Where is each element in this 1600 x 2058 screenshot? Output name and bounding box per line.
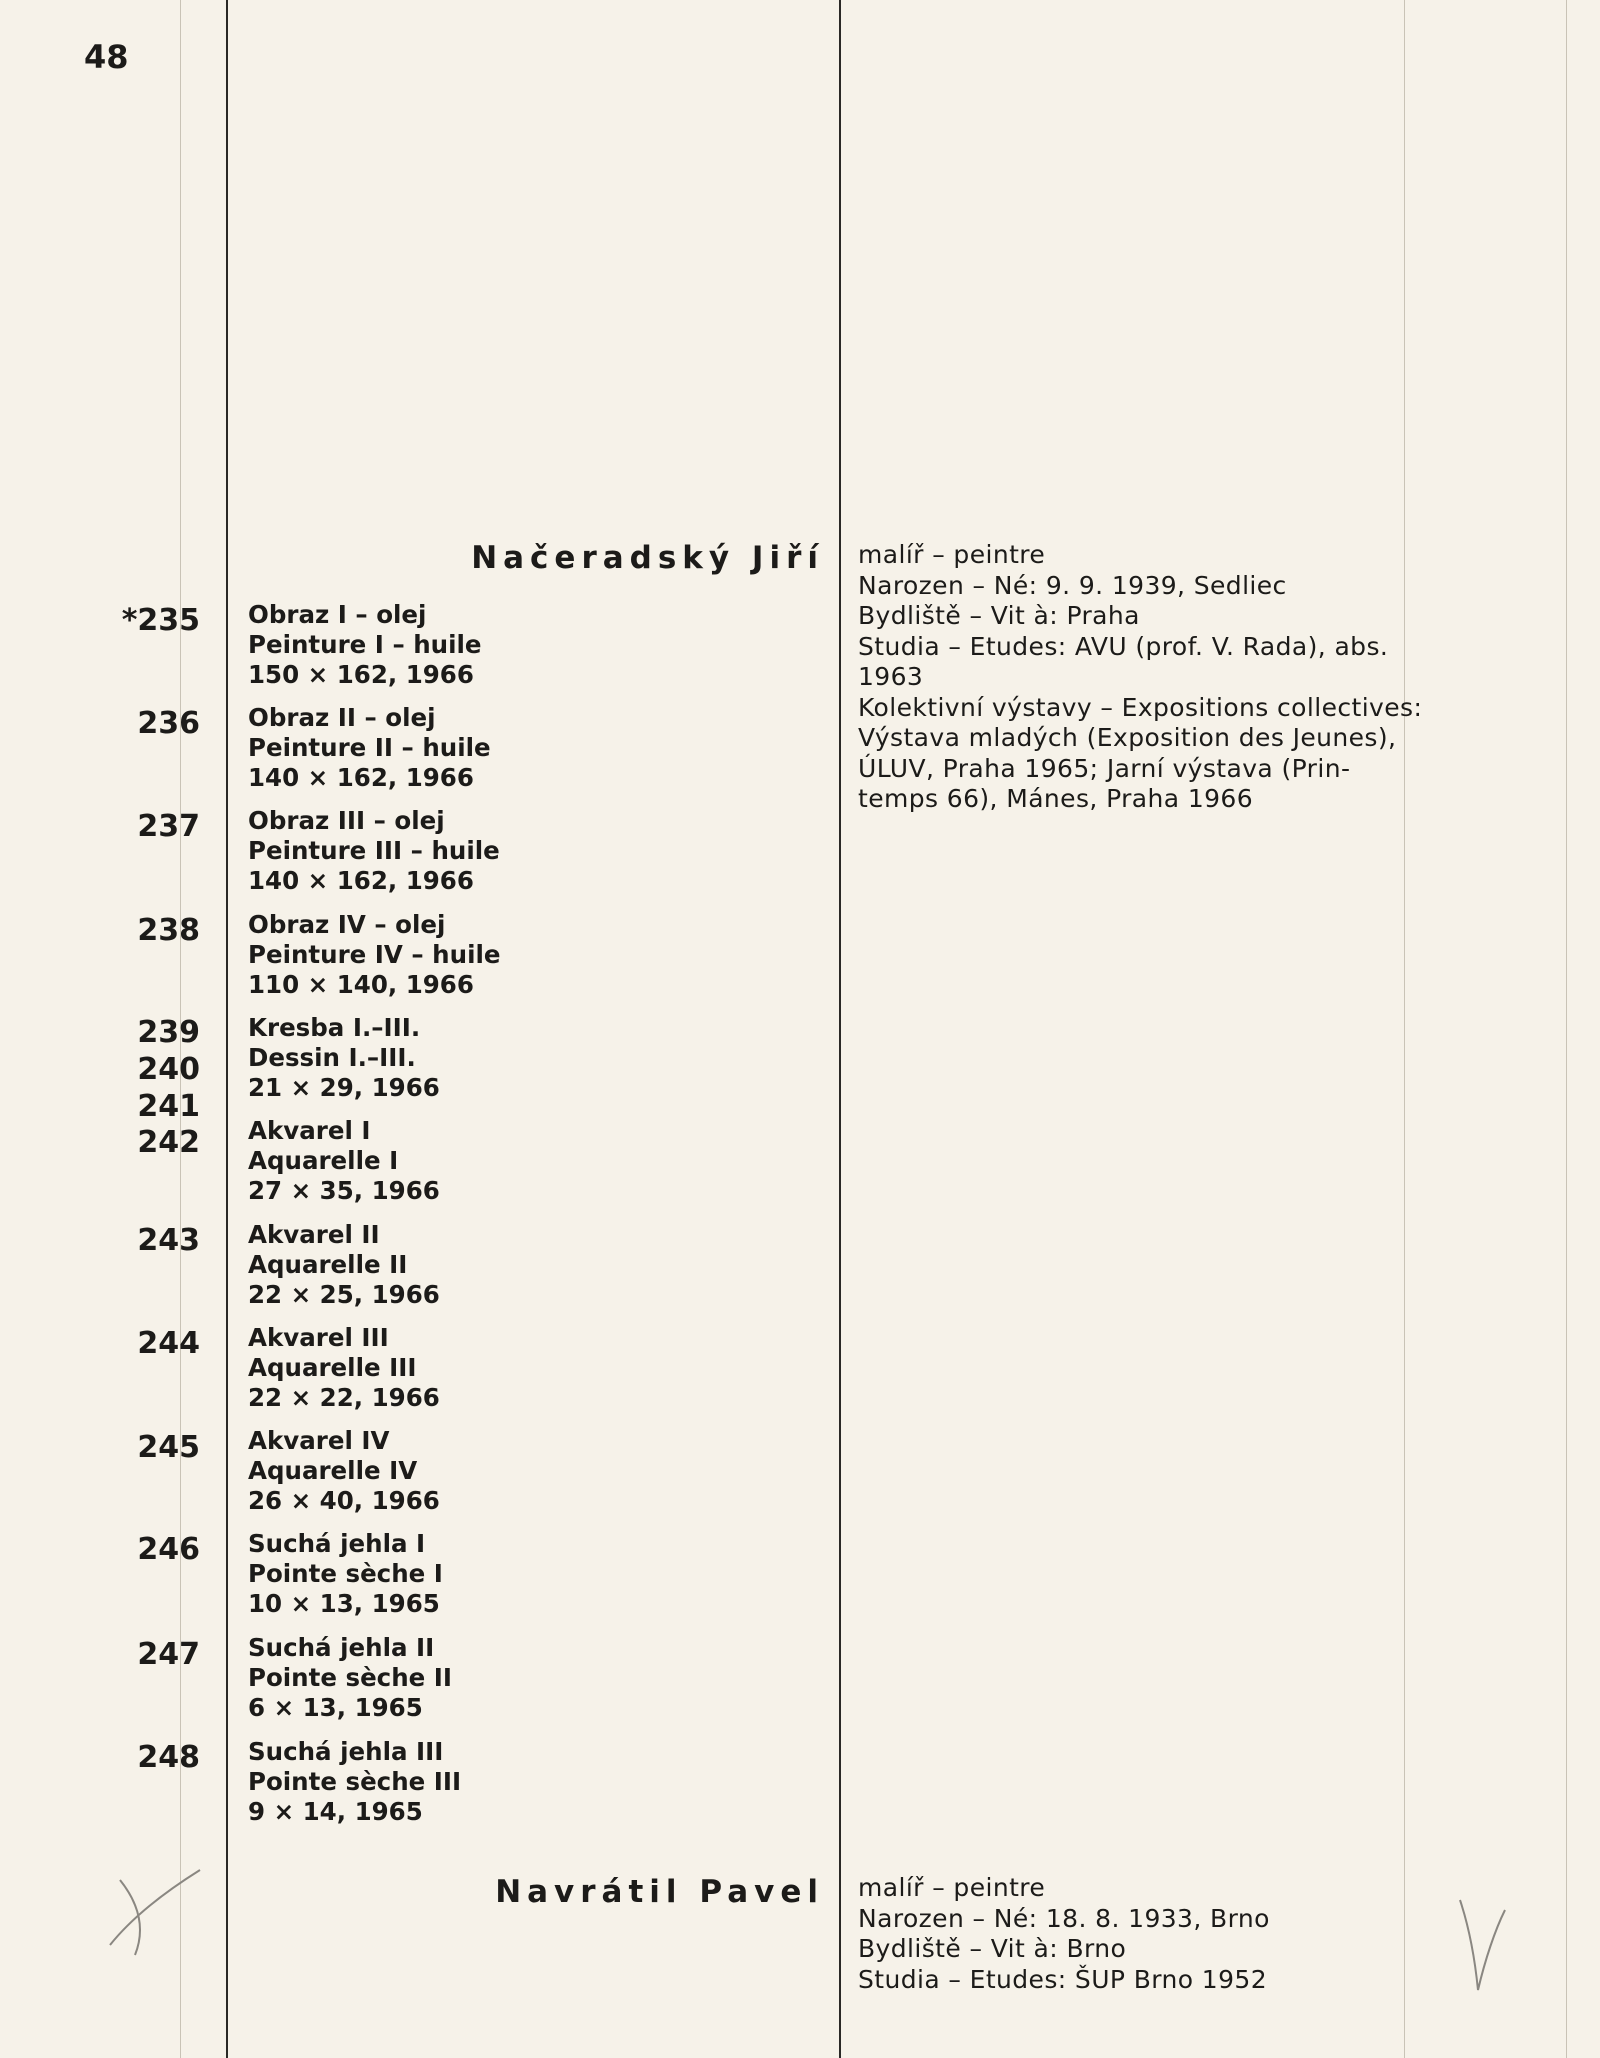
pencil-check-icon: [1450, 1890, 1510, 2000]
entry-line: 21 × 29, 1966: [248, 1073, 440, 1102]
column-divider-right: [839, 0, 841, 2058]
page-number: 48: [84, 38, 129, 76]
bio-line: Studia – Etudes: AVU (prof. V. Rada), abs.: [858, 631, 1389, 661]
entry-line: Peinture I – huile: [248, 630, 482, 659]
entry-line: Obraz I – olej: [248, 600, 427, 629]
artist-name: Navrátil Pavel: [495, 1874, 824, 1910]
catalog-entry: [248, 703, 808, 793]
entry-line: Kresba I.–III.: [248, 1013, 421, 1042]
bio-line: malíř – peintre: [858, 540, 1046, 569]
bio-line: Bydliště – Vit à: Praha: [858, 601, 1140, 630]
catalog-number: 242: [137, 1125, 200, 1160]
catalog-entry: [248, 1633, 808, 1723]
catalog-number: 247: [137, 1637, 200, 1672]
bio-line: ÚLUV, Praha 1965; Jarní výstava (Prin-: [858, 753, 1351, 783]
catalog-number: 236: [137, 706, 200, 741]
entry-line: Pointe sèche I: [248, 1559, 443, 1588]
entry-line: Peinture III – huile: [248, 836, 500, 865]
bio-line: Narozen – Né: 18. 8. 1933, Brno: [858, 1903, 1270, 1933]
artist-name: Načeradský Jiří: [471, 540, 824, 576]
bio-line: Narozen – Né: 9. 9. 1939, Sedliec: [858, 570, 1287, 600]
catalog-entry: [248, 1116, 808, 1206]
bio-line: Výstava mladých (Exposition des Jeunes),: [858, 723, 1397, 752]
artist-bio: [858, 1873, 1438, 1995]
catalog-number: 244: [137, 1326, 200, 1361]
catalog-number: 246: [137, 1532, 200, 1567]
entry-line: Aquarelle II: [248, 1250, 408, 1279]
entry-line: 22 × 25, 1966: [248, 1280, 440, 1309]
entry-line: Suchá jehla III: [248, 1737, 444, 1766]
entry-line: 10 × 13, 1965: [248, 1589, 440, 1618]
entry-line: Pointe sèche II: [248, 1663, 453, 1692]
faint-rule: [1566, 0, 1567, 2058]
entry-line: Akvarel II: [248, 1220, 380, 1249]
catalog-entry: [248, 1220, 808, 1310]
entry-line: Obraz III – olej: [248, 806, 445, 835]
entry-line: Pointe sèche III: [248, 1767, 462, 1796]
bio-line: Studia – Etudes: ŠUP Brno 1952: [858, 1964, 1268, 1994]
bio-line: 1963: [858, 662, 924, 691]
catalog-number: 237: [137, 809, 200, 844]
entry-line: Peinture IV – huile: [248, 940, 501, 969]
catalog-number: *235: [121, 603, 200, 638]
entry-line: Aquarelle IV: [248, 1456, 418, 1485]
catalog-entry: [248, 1426, 808, 1516]
entry-line: Obraz IV – olej: [248, 910, 446, 939]
column-divider-left: [226, 0, 228, 2058]
bio-line: Bydliště – Vit à: Brno: [858, 1934, 1127, 1963]
catalog-entry: [248, 1529, 808, 1619]
catalog-entry: [248, 1013, 808, 1103]
entry-line: Akvarel IV: [248, 1426, 390, 1455]
entry-line: Aquarelle I: [248, 1146, 399, 1175]
catalog-entry: [248, 1737, 808, 1827]
entry-line: 110 × 140, 1966: [248, 970, 474, 999]
entry-line: 140 × 162, 1966: [248, 866, 474, 895]
entry-line: 22 × 22, 1966: [248, 1383, 440, 1412]
entry-line: Peinture II – huile: [248, 733, 491, 762]
catalog-entry: [248, 806, 808, 896]
catalog-number: 245: [137, 1430, 200, 1465]
entry-line: Aquarelle III: [248, 1353, 417, 1382]
entry-line: Akvarel III: [248, 1323, 389, 1352]
entry-line: 140 × 162, 1966: [248, 763, 474, 792]
entry-line: Obraz II – olej: [248, 703, 436, 732]
catalog-number: 248: [137, 1740, 200, 1775]
catalog-number: 241: [137, 1089, 200, 1124]
catalog-number: 238: [137, 913, 200, 948]
faint-rule: [1404, 0, 1405, 2058]
bio-line: temps 66), Mánes, Praha 1966: [858, 784, 1254, 813]
catalog-number: 240: [137, 1052, 200, 1087]
entry-line: 6 × 13, 1965: [248, 1693, 423, 1722]
entry-line: 27 × 35, 1966: [248, 1176, 440, 1205]
entry-line: Suchá jehla II: [248, 1633, 435, 1662]
entry-line: Akvarel I: [248, 1116, 371, 1145]
pencil-mark-icon: [100, 1860, 210, 1960]
entry-line: Dessin I.–III.: [248, 1043, 416, 1072]
bio-line: malíř – peintre: [858, 1873, 1046, 1902]
catalog-number: 239: [137, 1015, 200, 1050]
entry-line: 9 × 14, 1965: [248, 1797, 423, 1826]
catalog-entry: [248, 910, 808, 1000]
bio-line: Kolektivní výstavy – Expositions collectives:: [858, 692, 1423, 722]
entry-line: Suchá jehla I: [248, 1529, 426, 1558]
catalog-number: 243: [137, 1223, 200, 1258]
entry-line: 26 × 40, 1966: [248, 1486, 440, 1515]
catalog-entry: [248, 600, 808, 690]
entry-line: 150 × 162, 1966: [248, 660, 474, 689]
catalog-entry: [248, 1323, 808, 1413]
artist-bio: [858, 540, 1438, 815]
